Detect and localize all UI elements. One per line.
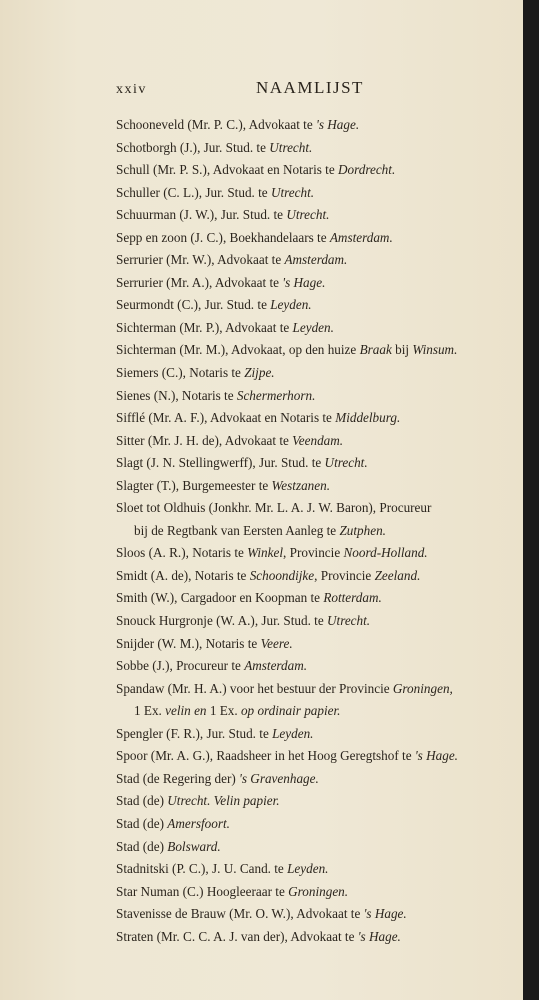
entry-text: Schull (Mr. P. S.), Advokaat en Notaris te: [116, 162, 338, 178]
list-entry: [116, 272, 488, 295]
list-entry: [116, 407, 488, 430]
entry-text: Stavenisse de Brauw (Mr. O. W.), Advokaat te: [116, 906, 364, 922]
entry-place: Rotterdam.: [323, 590, 382, 606]
list-entry: [116, 745, 488, 768]
list-entry: [116, 678, 488, 701]
entry-place: 's Hage.: [316, 117, 360, 132]
list-entry: [116, 836, 488, 859]
entry-text: Stad (de): [116, 838, 168, 854]
entry-place: Zutphen.: [339, 522, 386, 538]
entry-place: Zijpe.: [244, 365, 275, 381]
list-entry: [116, 227, 488, 250]
entry-place: op ordinair papier.: [240, 703, 341, 719]
entry-place: Leyden.: [270, 297, 312, 313]
entry-text: Spoor (Mr. A. G.), Raadsheer in het Hoog Geregtshof te: [116, 748, 415, 764]
entry-text: Straten (Mr. C. C. A. J. van der), Advokaat te: [116, 928, 358, 944]
list-entry: [116, 813, 488, 836]
entry-text: Schuller (C. L.), Jur. Stud. te: [116, 184, 271, 200]
list-entry: [116, 204, 488, 227]
entry-place: velin en: [165, 703, 207, 719]
entry-text: Sloet tot Oldhuis (Jonkhr. Mr. L. A. J. W. Baron), Procureur: [116, 500, 432, 516]
list-entry: [116, 430, 488, 453]
entry-text: Spengler (F. R.), Jur. Stud. te: [116, 725, 273, 741]
entry-place: Utrecht. Velin papier.: [167, 793, 280, 809]
entry-text: bij: [391, 342, 413, 358]
list-entry: [116, 542, 488, 565]
entry-text: 1 Ex.: [206, 703, 241, 719]
entry-place: 's Hage.: [414, 748, 458, 764]
list-entry: [116, 858, 488, 881]
entry-place: Leyden.: [292, 319, 334, 335]
entry-place: Braak: [359, 342, 392, 358]
entry-place: Amsterdam.: [329, 229, 393, 245]
entry-text: Snouck Hurgronje (W. A.), Jur. Stud. te: [116, 613, 327, 629]
entry-place: Groningen,: [392, 680, 453, 696]
entry-place: Utrecht.: [324, 455, 368, 471]
list-entry: [116, 768, 488, 791]
list-entry: [116, 926, 488, 949]
entry-place: Zeeland.: [374, 567, 421, 583]
entry-text: Seurmondt (C.), Jur. Stud. te: [116, 297, 271, 313]
entry-place: 's Hage.: [282, 274, 326, 290]
entry-place: Winkel: [247, 545, 284, 561]
entry-place: Middelburg.: [335, 410, 401, 426]
entry-place: Westzanen.: [271, 477, 331, 493]
entry-text: Serrurier (Mr. A.), Advokaat te: [116, 274, 283, 290]
entry-place: Utrecht.: [286, 207, 330, 223]
entry-text: Stadnitski (P. C.), J. U. Cand. te: [116, 861, 288, 877]
entry-text: , Provincie: [314, 567, 375, 583]
list-entry: [116, 587, 488, 610]
entry-text: Stad (de): [116, 815, 168, 831]
list-entry-continuation: [116, 700, 488, 723]
entry-text: , Provincie: [283, 545, 344, 561]
entry-place: Veere.: [260, 635, 293, 651]
list-entry: [116, 317, 488, 340]
entry-text: Schuurman (J. W.), Jur. Stud. te: [116, 207, 287, 223]
entry-text: Schooneveld (Mr. P. C.), Advokaat te: [116, 117, 316, 132]
subscriber-list: [116, 114, 488, 948]
book-spine-edge: [523, 0, 539, 1000]
entry-text: Siemers (C.), Notaris te: [116, 365, 245, 381]
page-number: xxiv: [116, 82, 147, 97]
list-entry: [116, 182, 488, 205]
entry-place: Utrecht.: [269, 139, 313, 155]
entry-text: Schotborgh (J.), Jur. Stud. te: [116, 139, 270, 155]
entry-text: Stad (de): [116, 793, 168, 809]
list-entry: [116, 159, 488, 182]
entry-place: 's Hage.: [357, 928, 401, 944]
list-entry: [116, 565, 488, 588]
entry-text: Slagt (J. N. Stellingwerff), Jur. Stud. te: [116, 455, 325, 471]
list-entry: [116, 249, 488, 272]
entry-text: Star Numan (C.) Hoogleeraar te: [116, 883, 289, 899]
entry-place: Utrecht.: [270, 184, 315, 200]
entry-text: Sepp en zoon (J. C.), Boekhandelaars te: [116, 229, 330, 245]
list-entry: [116, 114, 488, 137]
entry-place: Veendam.: [292, 432, 344, 448]
list-entry-continuation: [116, 520, 488, 543]
entry-place: Amsterdam.: [284, 252, 348, 268]
list-entry: [116, 362, 488, 385]
entry-text: Smith (W.), Cargadoor en Koopman te: [116, 590, 324, 606]
list-entry: [116, 339, 488, 362]
entry-text: Snijder (W. M.), Notaris te: [116, 635, 261, 651]
entry-place: Schoondijke: [249, 567, 315, 583]
entry-place: Amsterdam.: [244, 658, 308, 674]
list-entry: [116, 633, 488, 656]
entry-text: Serrurier (Mr. W.), Advokaat te: [116, 252, 285, 268]
list-entry: [116, 903, 488, 926]
list-entry: [116, 497, 488, 520]
page-header: [116, 78, 476, 100]
list-entry: [116, 475, 488, 498]
entry-text: Sienes (N.), Notaris te: [116, 387, 237, 403]
entry-text: Sifflé (Mr. A. F.), Advokaat en Notaris te: [116, 410, 336, 426]
entry-text: Sichterman (Mr. M.), Advokaat, op den huize: [116, 342, 360, 358]
list-entry: [116, 294, 488, 317]
entry-place: Amersfoort.: [167, 815, 230, 831]
entry-place: 's Gravenhage.: [239, 770, 319, 786]
entry-text: Sobbe (J.), Procureur te: [116, 658, 245, 674]
entry-text: Slagter (T.), Burgemeester te: [116, 477, 272, 493]
entry-text: Sitter (Mr. J. H. de), Advokaat te: [116, 432, 293, 448]
list-entry: [116, 610, 488, 633]
list-entry: [116, 452, 488, 475]
entry-text: Sichterman (Mr. P.), Advokaat te: [116, 319, 293, 335]
entry-place: Noord-Holland.: [343, 545, 428, 561]
entry-text: bij de Regtbank van Eersten Aanleg te: [134, 522, 340, 538]
list-entry: [116, 655, 488, 678]
list-entry: [116, 723, 488, 746]
list-entry: [116, 881, 488, 904]
entry-text: Stad (de Regering der): [116, 770, 240, 786]
entry-text: Smidt (A. de), Notaris te: [116, 567, 250, 583]
entry-place: Leyden.: [287, 861, 329, 877]
entry-text: Spandaw (Mr. H. A.) voor het bestuur der Provincie: [116, 680, 393, 696]
entry-place: Utrecht.: [327, 613, 371, 629]
entry-place: Bolsward.: [167, 838, 221, 854]
entry-text: 1 Ex.: [134, 703, 166, 719]
entry-place: Leyden.: [272, 725, 314, 741]
entry-text: Sloos (A. R.), Notaris te: [116, 545, 248, 561]
running-title: NAAMLIJST: [256, 78, 364, 97]
list-entry: [116, 790, 488, 813]
entry-place: Winsum.: [412, 342, 458, 358]
entry-place: Dordrecht.: [337, 162, 396, 178]
entry-place: Groningen.: [288, 883, 349, 899]
entry-place: Schermerhorn.: [236, 387, 316, 403]
entry-place: 's Hage.: [363, 906, 407, 922]
list-entry: [116, 385, 488, 408]
list-entry: [116, 137, 488, 160]
